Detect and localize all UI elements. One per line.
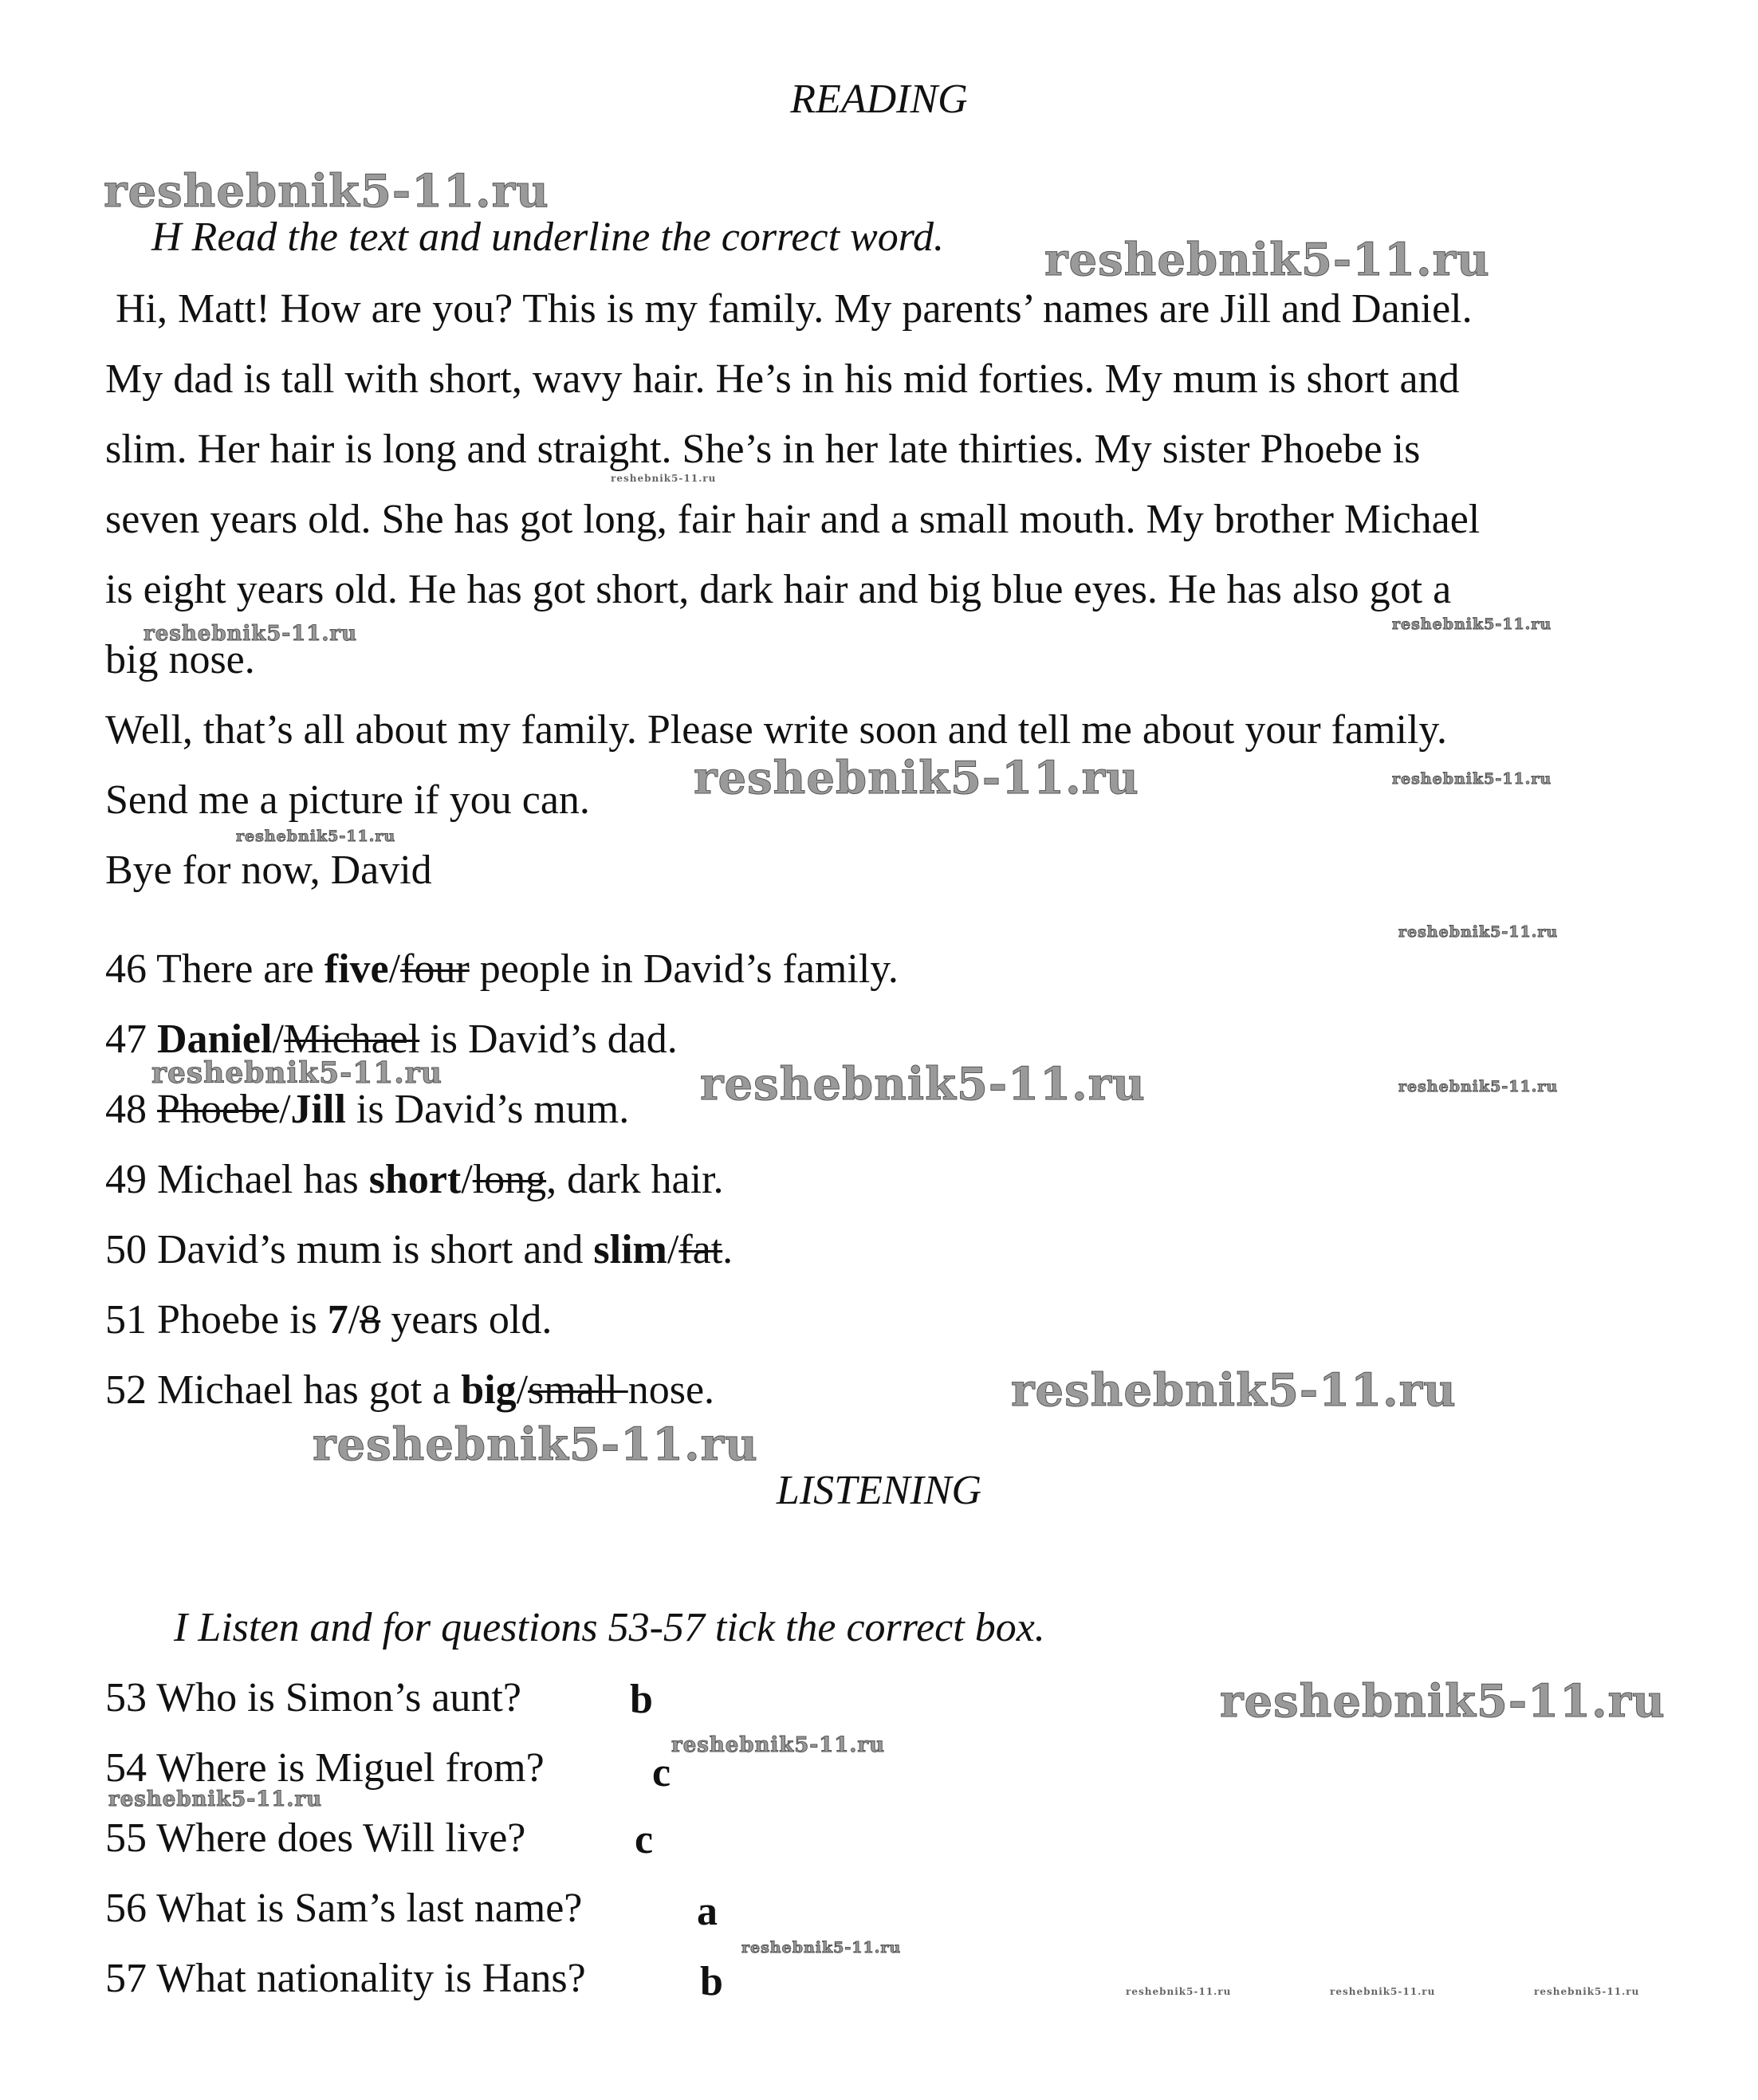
correct-option: Jill bbox=[290, 1087, 346, 1132]
reading-instruction: H Read the text and underline the correct word. bbox=[151, 214, 945, 260]
watermark: reshebnik5-11.ru bbox=[1011, 1364, 1457, 1417]
listening-instruction: I Listen and for questions 53-57 tick the correct box. bbox=[174, 1605, 1045, 1650]
question-number: 51 bbox=[105, 1297, 147, 1343]
question-number: 48 bbox=[105, 1087, 147, 1132]
text-line-1: Hi, Matt! How are you? This is my family. My parents’ names are Jill and Daniel. bbox=[116, 286, 1473, 332]
text-line-8: Send me a picture if you can. bbox=[105, 777, 590, 823]
question-50: 50 David’s mum is short and slim/fat. bbox=[105, 1227, 733, 1272]
question-49: 49 Michael has short/long, dark hair. bbox=[105, 1157, 724, 1202]
wrong-option: Michael bbox=[283, 1017, 420, 1062]
question-52: 52 Michael has got a big/small nose. bbox=[105, 1367, 715, 1413]
text-line-9: Bye for now, David bbox=[105, 847, 432, 893]
watermark: reshebnik5-11.ru bbox=[1044, 234, 1490, 286]
question-48: 48 Phoebe/Jill is David’s mum. bbox=[105, 1087, 630, 1132]
correct-option: big bbox=[461, 1367, 517, 1413]
watermark: reshebnik5-11.ru bbox=[1126, 1986, 1232, 1997]
text-line-2: My dad is tall with short, wavy hair. He’s in his mid forties. My mum is short and bbox=[105, 356, 1460, 402]
text-line-5: is eight years old. He has got short, dark hair and big blue eyes. He has also got a bbox=[105, 567, 1452, 612]
correct-option: 7 bbox=[327, 1297, 348, 1343]
watermark: reshebnik5-11.ru bbox=[313, 1418, 758, 1471]
wrong-option: 8 bbox=[360, 1297, 381, 1343]
text-line-4: seven years old. She has got long, fair hair and a small mouth. My brother Michael bbox=[105, 497, 1481, 542]
watermark: reshebnik5-11.ru bbox=[671, 1733, 886, 1757]
question-53: 53 Who is Simon’s aunt? bbox=[105, 1675, 521, 1721]
watermark: reshebnik5-11.ru bbox=[1534, 1986, 1640, 1997]
correct-option: slim bbox=[593, 1227, 667, 1272]
watermark: reshebnik5-11.ru bbox=[144, 622, 358, 646]
watermark: reshebnik5-11.ru bbox=[741, 1939, 902, 1956]
answer-53: b bbox=[630, 1677, 653, 1722]
wrong-option: small bbox=[528, 1367, 628, 1413]
question-number: 52 bbox=[105, 1367, 147, 1413]
question-number: 57 bbox=[105, 1956, 147, 2001]
watermark: reshebnik5-11.ru bbox=[1220, 1675, 1666, 1728]
question-number: 50 bbox=[105, 1227, 147, 1272]
wrong-option: Phoebe bbox=[157, 1087, 280, 1132]
question-number: 55 bbox=[105, 1815, 147, 1861]
answer-54: c bbox=[652, 1750, 671, 1795]
watermark: reshebnik5-11.ru bbox=[104, 165, 549, 218]
wrong-option: four bbox=[400, 946, 470, 992]
question-number: 56 bbox=[105, 1886, 147, 1931]
watermark: reshebnik5-11.ru bbox=[1398, 923, 1559, 941]
wrong-option: fat bbox=[678, 1227, 723, 1272]
question-number: 53 bbox=[105, 1675, 147, 1721]
question-57: 57 What nationality is Hans? bbox=[105, 1956, 586, 2001]
watermark: reshebnik5-11.ru bbox=[236, 828, 396, 845]
text-line-6: big nose. bbox=[105, 637, 255, 682]
question-number: 54 bbox=[105, 1745, 147, 1791]
question-number: 47 bbox=[105, 1017, 147, 1062]
question-47: 47 Daniel/Michael is David’s dad. bbox=[105, 1017, 678, 1062]
text-line-7: Well, that’s all about my family. Please write soon and tell me about your family. bbox=[105, 707, 1448, 753]
watermark: reshebnik5-11.ru bbox=[1392, 770, 1552, 788]
reading-heading: READING bbox=[790, 77, 968, 122]
watermark: reshebnik5-11.ru bbox=[1392, 615, 1552, 633]
watermark: reshebnik5-11.ru bbox=[700, 1058, 1146, 1111]
watermark: reshebnik5-11.ru bbox=[694, 752, 1139, 804]
correct-option: short bbox=[368, 1157, 462, 1202]
answer-55: c bbox=[635, 1817, 654, 1862]
wrong-option: long bbox=[472, 1157, 547, 1202]
watermark: reshebnik5-11.ru bbox=[1330, 1986, 1436, 1997]
listening-heading: LISTENING bbox=[776, 1468, 982, 1513]
watermark: reshebnik5-11.ru bbox=[611, 473, 717, 484]
answer-57: b bbox=[700, 1959, 723, 2004]
question-54: 54 Where is Miguel from? bbox=[105, 1745, 545, 1791]
answer-56: a bbox=[697, 1889, 718, 1934]
question-55: 55 Where does Will live? bbox=[105, 1815, 526, 1861]
correct-option: five bbox=[324, 946, 389, 992]
question-56: 56 What is Sam’s last name? bbox=[105, 1886, 583, 1931]
question-46: 46 There are five/four people in David’s family. bbox=[105, 946, 899, 992]
text-line-3: slim. Her hair is long and straight. She’s in her late thirties. My sister Phoebe is bbox=[105, 427, 1421, 472]
question-number: 49 bbox=[105, 1157, 147, 1202]
correct-option: Daniel bbox=[157, 1017, 273, 1062]
watermark: reshebnik5-11.ru bbox=[151, 1056, 442, 1090]
question-number: 46 bbox=[105, 946, 147, 992]
question-51: 51 Phoebe is 7/8 years old. bbox=[105, 1297, 553, 1343]
watermark: reshebnik5-11.ru bbox=[1398, 1078, 1559, 1095]
watermark: reshebnik5-11.ru bbox=[108, 1787, 323, 1811]
